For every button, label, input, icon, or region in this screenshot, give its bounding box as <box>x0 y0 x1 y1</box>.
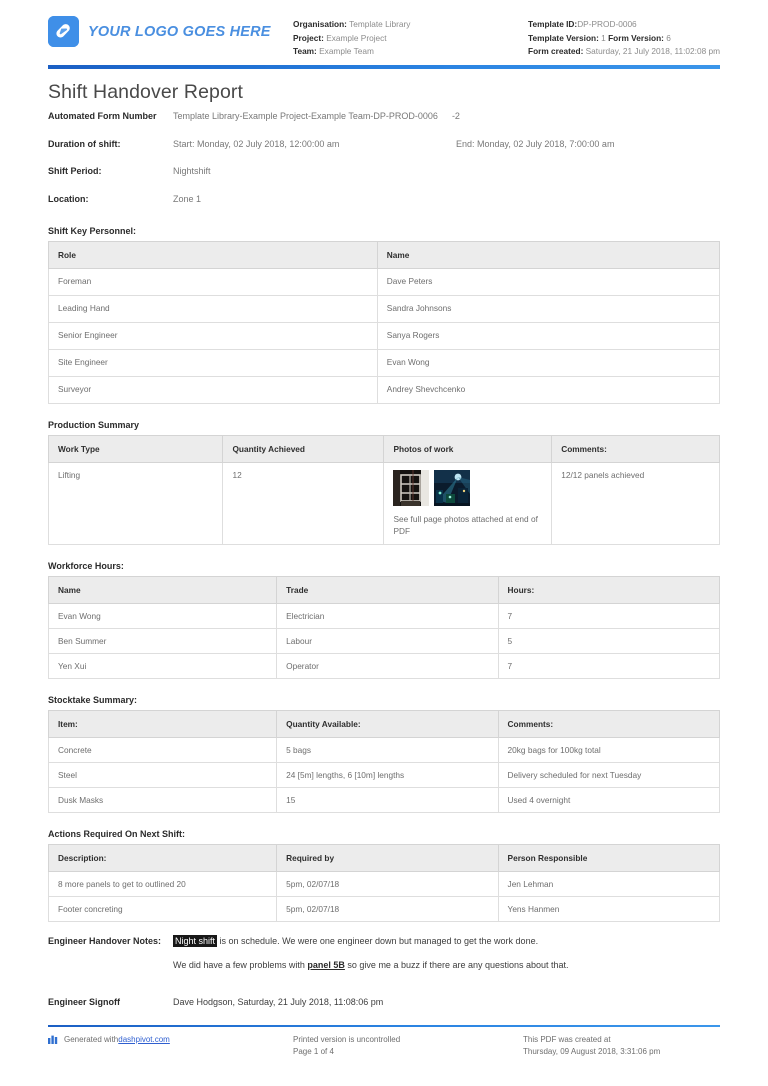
photo-thumbnail-strip <box>393 470 542 506</box>
label-engineer-signoff: Engineer Signoff <box>48 997 120 1007</box>
field-value-shift-period: Nightshift <box>173 166 211 176</box>
column-header-quantity-available: Quantity Available: <box>277 711 498 738</box>
table-stocktake-summary <box>48 710 720 813</box>
company-logo-icon <box>48 16 79 47</box>
column-header-person-responsible: Person Responsible <box>498 845 719 872</box>
field-label-shift-period: Shift Period: <box>48 166 102 176</box>
engineer-handover-notes-body <box>173 934 720 981</box>
cell-item: Steel <box>49 763 277 788</box>
cell-hours: 7 <box>498 604 719 629</box>
table-actions-required <box>48 844 720 922</box>
cell-trade: Labour <box>277 629 498 654</box>
handover-note-line-2-pre: We did have a few problems with <box>173 959 308 970</box>
cell-name: Evan Wong <box>377 350 719 377</box>
table-row <box>49 897 720 922</box>
photo-thumbnail-night-site[interactable] <box>434 470 470 506</box>
footer-page-number: Page 1 of 4 <box>293 1047 334 1056</box>
header-divider <box>48 65 720 69</box>
photo-thumbnail-scaffolding[interactable] <box>393 470 429 506</box>
table-row <box>49 872 720 897</box>
cell-name: Ben Summer <box>49 629 277 654</box>
cell-description: Footer concreting <box>49 897 277 922</box>
cell-role: Foreman <box>49 269 378 296</box>
meta-template-version-value: 1 <box>601 32 606 43</box>
value-engineer-signoff: Dave Hodgson, Saturday, 21 July 2018, 11:08:06 pm <box>173 997 384 1007</box>
meta-organisation-label: Organisation: <box>293 19 347 29</box>
meta-template-id-value: DP-PROD-0006 <box>577 19 637 29</box>
column-header-hours: Hours: <box>498 577 719 604</box>
table-header-row <box>49 711 720 738</box>
column-header-quantity-achieved: Quantity Achieved <box>223 436 384 463</box>
meta-organisation <box>293 18 528 32</box>
cell-quantity-available: 15 <box>277 788 498 813</box>
cell-role: Senior Engineer <box>49 323 378 350</box>
page-title: Shift Handover Report <box>48 81 244 103</box>
column-header-name: Name <box>49 577 277 604</box>
meta-form-created <box>528 45 720 59</box>
meta-versions <box>528 32 720 46</box>
field-shift-period <box>48 165 720 179</box>
duration-end-value: End: Monday, 02 July 2018, 7:00:00 am <box>456 138 615 149</box>
field-label-duration: Duration of shift: <box>48 138 121 149</box>
cell-name: Sanya Rogers <box>377 323 719 350</box>
meta-team-value: Example Team <box>319 46 374 57</box>
footer-columns <box>48 1034 720 1058</box>
highlighted-text-night-shift: Night shift <box>175 936 216 946</box>
field-location <box>48 193 720 207</box>
field-label-location: Location: <box>48 193 89 204</box>
document-footer <box>48 1025 720 1058</box>
meta-team <box>293 45 528 59</box>
section-stocktake-summary <box>48 695 720 813</box>
table-row <box>49 350 720 377</box>
heading-shift-key-personnel: Shift Key Personnel: <box>48 226 137 236</box>
logo-text: YOUR LOGO GOES HERE <box>88 23 271 40</box>
field-duration-of-shift <box>48 138 720 152</box>
meta-form-created-label: Form created: <box>528 46 584 57</box>
table-row <box>49 296 720 323</box>
cell-item: Concrete <box>49 738 277 763</box>
column-header-item: Item: <box>49 711 277 738</box>
duration-start-value: Start: Monday, 02 July 2018, 12:00:00 am <box>173 138 340 149</box>
header-meta-left <box>293 16 528 59</box>
column-header-trade: Trade <box>277 577 498 604</box>
field-value-automated-form-number <box>173 110 460 124</box>
heading-stocktake-summary: Stocktake Summary: <box>48 695 138 705</box>
meta-team-label: Team: <box>293 46 317 57</box>
column-header-role: Role <box>49 242 378 269</box>
cell-work-type: Lifting <box>49 463 223 545</box>
cell-comments: Used 4 overnight <box>498 788 719 813</box>
meta-project-value: Example Project <box>326 32 387 43</box>
table-shift-key-personnel <box>48 241 720 404</box>
handover-note-line-1-rest: is on schedule. We were one engineer down but managed to get the work done. <box>217 936 539 946</box>
table-row <box>49 377 720 404</box>
automated-form-number-suffix: -2 <box>451 111 460 121</box>
section-engineer-handover-notes <box>48 934 720 981</box>
meta-organisation-value: Template Library <box>349 19 411 29</box>
table-row <box>49 654 720 679</box>
logo-block <box>48 16 293 47</box>
meta-form-version-label: Form Version: <box>608 32 664 43</box>
section-workforce-hours <box>48 561 720 679</box>
photo-attachment-note: See full page photos attached at end of PDF <box>393 514 538 536</box>
cell-required-by: 5pm, 02/07/18 <box>277 897 498 922</box>
handover-note-line-1 <box>173 934 720 949</box>
footer-generated-prefix: Generated with <box>64 1035 119 1044</box>
field-value-duration <box>173 138 720 152</box>
document-header <box>48 0 720 62</box>
table-row <box>49 763 720 788</box>
label-engineer-handover-notes: Engineer Handover Notes: <box>48 936 162 946</box>
table-header-row <box>49 242 720 269</box>
cell-name: Sandra Johnsons <box>377 296 719 323</box>
meta-form-created-value: Saturday, 21 July 2018, 11:02:08 pm <box>585 46 721 57</box>
heading-workforce-hours: Workforce Hours: <box>48 561 124 571</box>
footer-created-at <box>523 1034 720 1058</box>
cell-person-responsible: Jen Lehman <box>498 872 719 897</box>
cell-name: Andrey Shevchcenko <box>377 377 719 404</box>
cell-hours: 7 <box>498 654 719 679</box>
section-actions-required <box>48 829 720 922</box>
cell-name: Evan Wong <box>49 604 277 629</box>
cell-quantity-available: 24 [5m] lengths, 6 [10m] lengths <box>277 763 498 788</box>
cell-comments: Delivery scheduled for next Tuesday <box>498 763 719 788</box>
automated-form-number-text: Template Library-Example Project-Example Team-DP-PROD-0006 <box>173 111 438 121</box>
cell-role: Site Engineer <box>49 350 378 377</box>
table-row <box>49 788 720 813</box>
column-header-photos-of-work: Photos of work <box>384 436 552 463</box>
table-row <box>49 269 720 296</box>
meta-project <box>293 32 528 46</box>
cell-role: Leading Hand <box>49 296 378 323</box>
heading-production-summary: Production Summary <box>48 420 140 430</box>
cell-comments: 20kg bags for 100kg total <box>498 738 719 763</box>
cell-required-by: 5pm, 02/07/18 <box>277 872 498 897</box>
footer-print-notice <box>293 1034 523 1058</box>
section-production-summary <box>48 420 720 545</box>
cell-quantity-achieved: 12 <box>223 463 384 545</box>
dashpivot-link[interactable]: dashpivot.com <box>118 1035 170 1044</box>
cell-person-responsible: Yens Hanmen <box>498 897 719 922</box>
column-header-comments: Comments: <box>498 711 719 738</box>
section-shift-key-personnel <box>48 226 720 404</box>
field-label-automated-form-number: Automated Form Number <box>48 111 157 121</box>
handover-note-line-2 <box>173 958 720 973</box>
footer-created-label: This PDF was created at <box>523 1035 611 1044</box>
handover-note-line-2-post: so give me a buzz if there are any questions about that. <box>344 959 569 970</box>
emphasized-text-panel-5b: panel 5B <box>307 959 345 970</box>
table-workforce-hours <box>48 576 720 679</box>
cell-description: 8 more panels to get to outlined 20 <box>49 872 277 897</box>
column-header-name: Name <box>377 242 719 269</box>
heading-actions-required: Actions Required On Next Shift: <box>48 829 186 839</box>
table-row <box>49 323 720 350</box>
cell-name: Yen Xui <box>49 654 277 679</box>
cell-trade: Electrician <box>277 604 498 629</box>
cell-trade: Operator <box>277 654 498 679</box>
header-meta-right <box>528 16 720 59</box>
footer-divider <box>48 1025 720 1027</box>
meta-form-version-value: 6 <box>666 32 671 43</box>
column-header-comments: Comments: <box>552 436 720 463</box>
meta-project-label: Project: <box>293 32 324 43</box>
cell-item: Dusk Masks <box>49 788 277 813</box>
footer-generated-with <box>48 1034 293 1058</box>
bar-chart-icon <box>48 1034 59 1048</box>
meta-template-version-label: Template Version: <box>528 32 599 43</box>
table-header-row <box>49 845 720 872</box>
footer-uncontrolled-notice: Printed version is uncontrolled <box>293 1035 401 1044</box>
table-row <box>49 629 720 654</box>
cell-production-comments: 12/12 panels achieved <box>552 463 720 545</box>
table-header-row <box>49 577 720 604</box>
cell-hours: 5 <box>498 629 719 654</box>
table-header-row <box>49 436 720 463</box>
cell-name: Dave Peters <box>377 269 719 296</box>
column-header-required-by: Required by <box>277 845 498 872</box>
table-row <box>49 738 720 763</box>
table-production-summary <box>48 435 720 545</box>
table-row <box>49 463 720 545</box>
cell-photos-of-work <box>384 463 552 545</box>
footer-created-timestamp: Thursday, 09 August 2018, 3:31:06 pm <box>523 1047 661 1056</box>
table-row <box>49 604 720 629</box>
field-value-location: Zone 1 <box>173 193 202 204</box>
column-header-work-type: Work Type <box>49 436 223 463</box>
field-automated-form-number <box>48 110 720 124</box>
section-engineer-signoff <box>48 995 720 1009</box>
column-header-description: Description: <box>49 845 277 872</box>
meta-template-id-label: Template ID: <box>528 19 578 29</box>
cell-quantity-available: 5 bags <box>277 738 498 763</box>
meta-template-id <box>528 18 720 32</box>
cell-role: Surveyor <box>49 377 378 404</box>
